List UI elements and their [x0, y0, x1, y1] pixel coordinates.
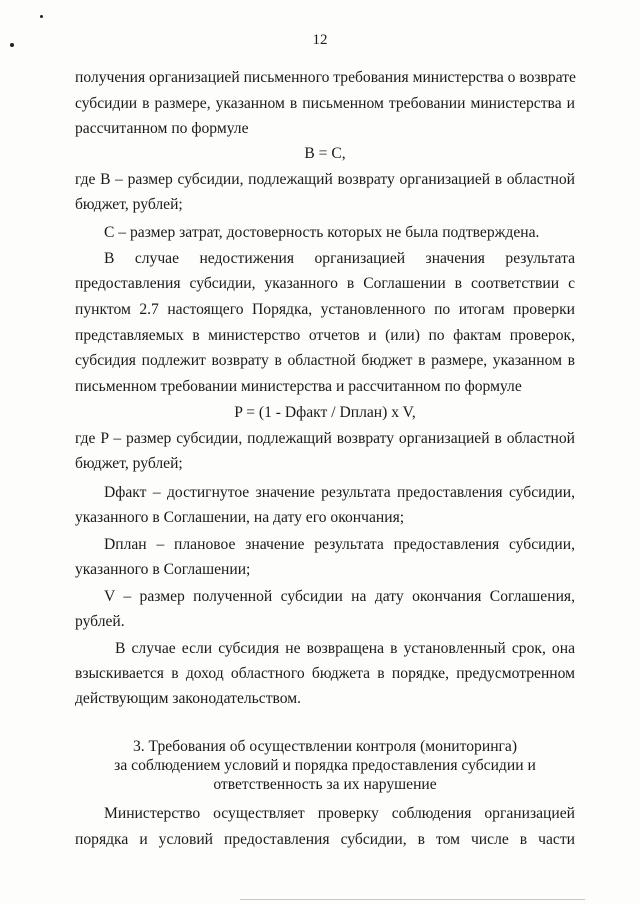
text-line: указанного в Соглашении; [75, 561, 251, 578]
formula: P = (1 - Dфакт / Dплан) x V, [234, 404, 416, 421]
text-line: В случае если субсидия не возвращена в установленный срок, она [115, 640, 575, 657]
text-line: бюджет, рублей; [75, 455, 183, 472]
text-line: субсидии в размере, указанном в письменном требовании министерства и [75, 95, 575, 112]
text-line: предоставления субсидии, указанного в Соглашении в соответствии с [75, 275, 575, 292]
text-line: рублей. [75, 613, 125, 630]
scan-mark [40, 15, 43, 18]
text-line: где P – размер субсидии, подлежащий возврату организацией в областной [75, 430, 575, 447]
text-line: порядка и условий предоставления субсидии, в том числе в части [75, 831, 575, 848]
formula: B = C, [304, 145, 346, 162]
text-line: получения организацией письменного требования министерства о возврате [75, 69, 576, 86]
section-heading: 3. Требования об осуществлении контроля (мониторинга) [132, 738, 518, 755]
text-line: Dплан – плановое значение результата предоставления субсидии, [104, 536, 575, 553]
text-line: письменном требовании министерства и рассчитанном по формуле [75, 378, 522, 395]
text-line: Dфакт – достигнутое значение результата предоставления субсидии, [104, 484, 575, 501]
text-line: где B – размер субсидии, подлежащий возврату организацией в областной [75, 171, 575, 188]
text-line: пунктом 2.7 настоящего Порядка, установленного по итогам проверки [75, 301, 575, 318]
page-number: 12 [312, 32, 328, 48]
text-line: рассчитанном по формуле [75, 120, 249, 137]
text-line: V – размер полученной субсидии на дату окончания Соглашения, [104, 588, 575, 605]
text-line: C – размер затрат, достоверность которых не была подтверждена. [104, 224, 540, 241]
section-heading: за соблюдением условий и порядка предоставления субсидии и [114, 757, 536, 774]
scan-edge [240, 899, 585, 900]
text-line: взыскивается в доход областного бюджета в порядке, предусмотренном [75, 665, 575, 682]
section-heading: ответственность за их нарушение [213, 776, 437, 793]
text-line: субсидия подлежит возврату в областной бюджет в размере, указанном в [75, 352, 575, 369]
text-line: Министерство осуществляет проверку соблюдения организацией [104, 805, 575, 822]
text-line: В случае недостижения организацией значения результата [104, 250, 575, 267]
text-line: представляемых в министерство отчетов и (или) по фактам проверок, [75, 327, 575, 344]
text-line: указанного в Соглашении, на дату его окончания; [75, 509, 405, 526]
text-line: бюджет, рублей; [75, 196, 183, 213]
text-line: действующим законодательством. [75, 690, 302, 707]
